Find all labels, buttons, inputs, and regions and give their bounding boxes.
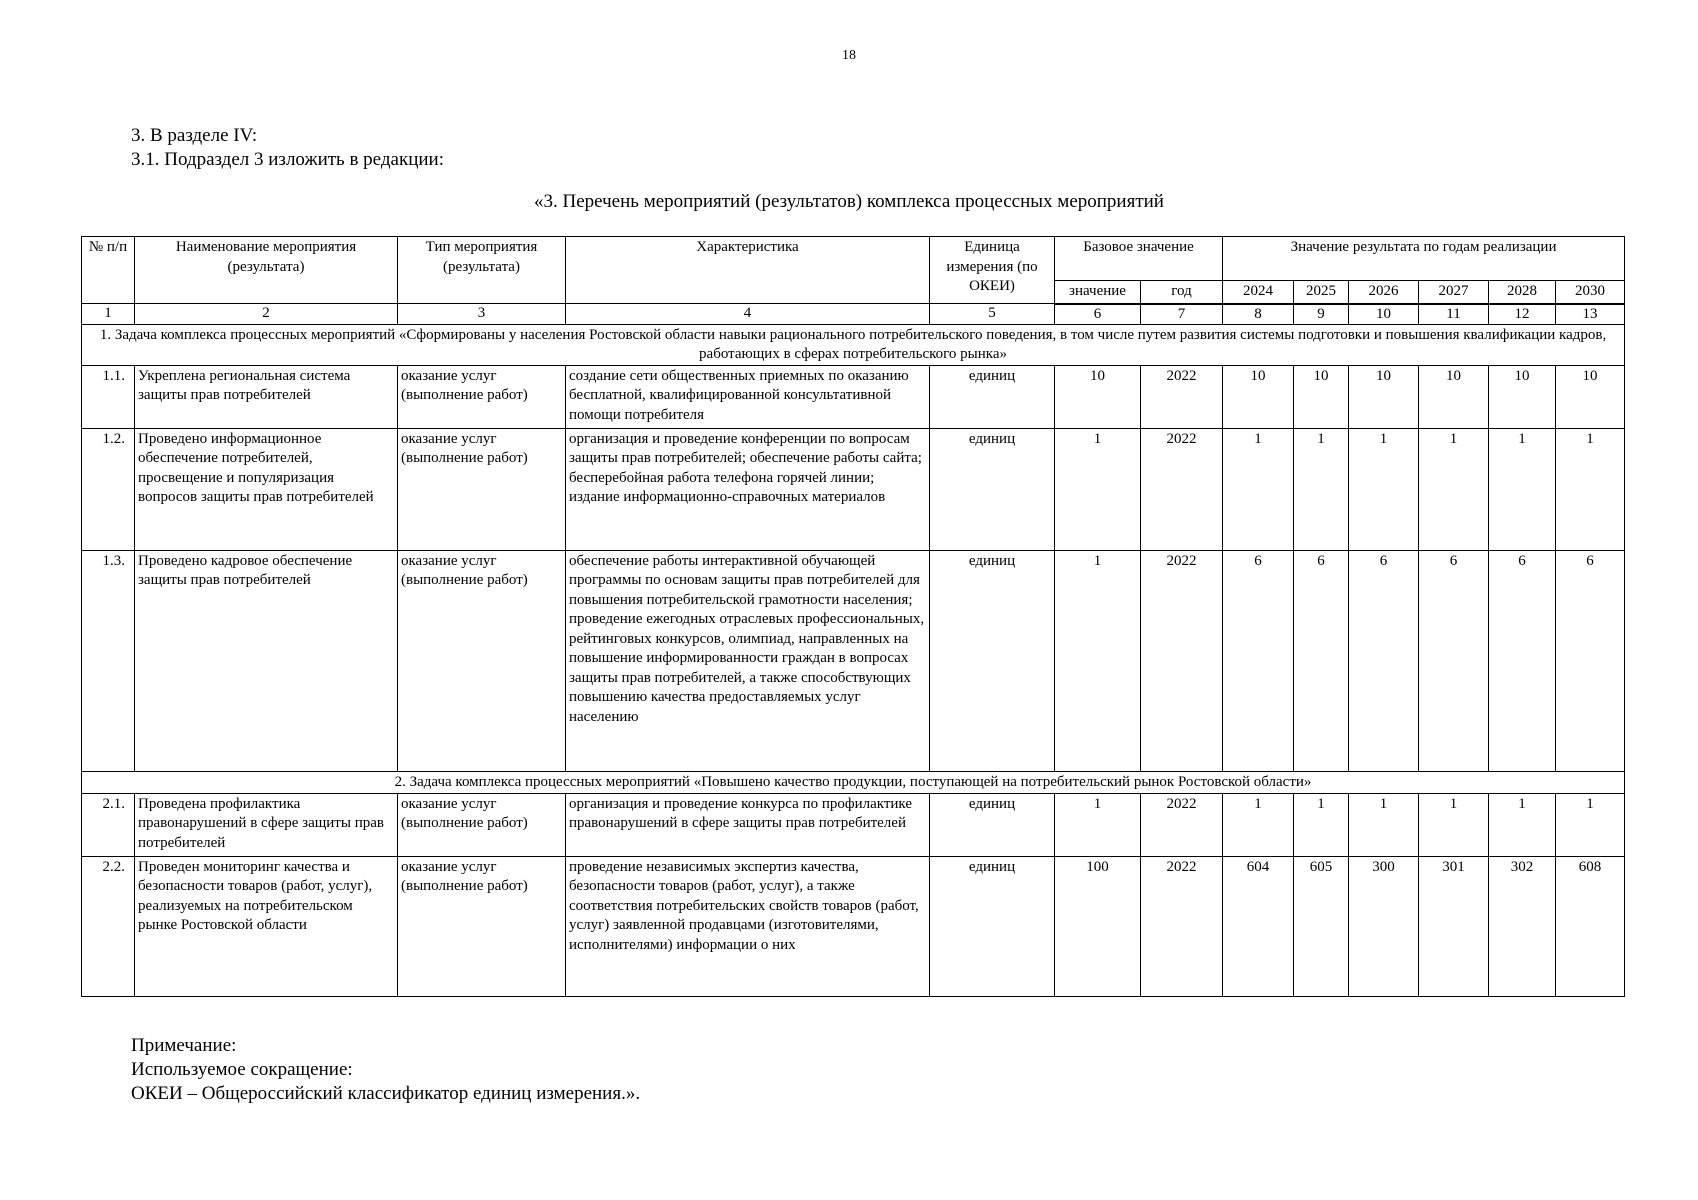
- task-1-heading: 1. Задача комплекса процессных мероприятий «Сформированы у населения Ростовской области навыки рационального потребительского поведения, в том числе путем развития системы подготовки и повышения квалификации кадров, работающих в сферах потребительского рынка»: [82, 324, 1625, 365]
- note: [131, 1034, 640, 1106]
- row-name: Проведено кадровое обеспечение защиты прав потребителей: [135, 550, 398, 771]
- row-value-2026: 1: [1349, 793, 1419, 856]
- column-number: 5: [930, 304, 1055, 325]
- row-base-year: 2022: [1141, 550, 1223, 771]
- header-base: Базовое значение: [1055, 237, 1223, 281]
- page-number: 18: [842, 48, 856, 63]
- header-base-year: год: [1141, 281, 1223, 304]
- row-value-2025: 10: [1294, 365, 1349, 428]
- row-value-2030: 10: [1556, 365, 1625, 428]
- row-value-2027: 1: [1419, 428, 1489, 550]
- row-value-2024: 1: [1223, 793, 1294, 856]
- row-value-2030: 1: [1556, 428, 1625, 550]
- intro-line-2: 3.1. Подраздел 3 изложить в редакции:: [131, 149, 444, 170]
- table-row: [82, 365, 1625, 428]
- row-value-2024: 604: [1223, 856, 1294, 996]
- row-value-2028: 1: [1489, 793, 1556, 856]
- table-row: [82, 550, 1625, 771]
- row-characteristic: создание сети общественных приемных по оказанию бесплатной, квалифицированной консультативной помощи потребителя: [566, 365, 930, 428]
- row-value-2024: 6: [1223, 550, 1294, 771]
- row-number: 1.1.: [82, 365, 135, 428]
- row-value-2026: 10: [1349, 365, 1419, 428]
- row-value-2024: 10: [1223, 365, 1294, 428]
- header-characteristic: Характеристика: [566, 237, 930, 304]
- header-year: 2028: [1489, 281, 1556, 304]
- task-2-heading: 2. Задача комплекса процессных мероприятий «Повышено качество продукции, поступающей на потребительский рынок Ростовской области»: [82, 771, 1625, 793]
- row-characteristic: организация и проведение конференции по вопросам защиты прав потребителей; обеспечение работы сайта; бесперебойная работа телефона горячей линии; издание информационно-справочных материалов: [566, 428, 930, 550]
- row-value-2025: 1: [1294, 793, 1349, 856]
- row-type: оказание услуг (выполнение работ): [398, 793, 566, 856]
- intro: [131, 124, 444, 172]
- column-number: 7: [1141, 304, 1223, 325]
- column-number: 11: [1419, 304, 1489, 325]
- intro-line-1: 3. В разделе IV:: [131, 125, 258, 146]
- column-numbers-row: [82, 304, 1625, 325]
- column-number: 6: [1055, 304, 1141, 325]
- row-value-2027: 301: [1419, 856, 1489, 996]
- row-characteristic: обеспечение работы интерактивной обучающей программы по основам защиты прав потребителей для повышения потребительской грамотности населения; проведение ежегодных отраслевых профессиональных, рейтинговых конкурсов, олимпиад, направленных на повышение информированности граждан в вопросах защиты прав потребителей, а также способствующих повышению качества предоставляемых услуг населению: [566, 550, 930, 771]
- header-num: № п/п: [82, 237, 135, 304]
- row-base-value: 100: [1055, 856, 1141, 996]
- row-value-2027: 1: [1419, 793, 1489, 856]
- row-characteristic: проведение независимых экспертиз качества, безопасности товаров (работ, услуг), а также соответствия потребительских свойств товаров (работ, услуг) заявленной продавцами (изготовителями, исполнителями) информации о них: [566, 856, 930, 996]
- header-year: 2024: [1223, 281, 1294, 304]
- row-base-value: 1: [1055, 793, 1141, 856]
- row-value-2027: 6: [1419, 550, 1489, 771]
- measures-table: [81, 236, 1625, 997]
- row-number: 2.1.: [82, 793, 135, 856]
- column-number: 1: [82, 304, 135, 325]
- header-unit: Единица измерения (по ОКЕИ): [930, 237, 1055, 304]
- row-base-value: 1: [1055, 550, 1141, 771]
- table-row: [82, 793, 1625, 856]
- row-number: 1.2.: [82, 428, 135, 550]
- table-row: [82, 428, 1625, 550]
- table-row: [82, 856, 1625, 996]
- row-type: оказание услуг (выполнение работ): [398, 365, 566, 428]
- row-value-2028: 1: [1489, 428, 1556, 550]
- column-number: 12: [1489, 304, 1556, 325]
- header-year: 2030: [1556, 281, 1625, 304]
- row-base-year: 2022: [1141, 856, 1223, 996]
- row-value-2025: 1: [1294, 428, 1349, 550]
- header-year: 2027: [1419, 281, 1489, 304]
- row-base-year: 2022: [1141, 793, 1223, 856]
- header-year: 2026: [1349, 281, 1419, 304]
- column-number: 8: [1223, 304, 1294, 325]
- row-unit: единиц: [930, 793, 1055, 856]
- row-name: Проведено информационное обеспечение потребителей, просвещение и популяризация вопросов защиты прав потребителей: [135, 428, 398, 550]
- row-unit: единиц: [930, 428, 1055, 550]
- row-value-2024: 1: [1223, 428, 1294, 550]
- row-base-year: 2022: [1141, 428, 1223, 550]
- note-line-2: Используемое сокращение:: [131, 1059, 353, 1080]
- row-value-2026: 300: [1349, 856, 1419, 996]
- note-line-1: Примечание:: [131, 1035, 237, 1056]
- row-type: оказание услуг (выполнение работ): [398, 550, 566, 771]
- row-value-2028: 10: [1489, 365, 1556, 428]
- header-type: Тип мероприятия (результата): [398, 237, 566, 304]
- column-number: 4: [566, 304, 930, 325]
- header-year: 2025: [1294, 281, 1349, 304]
- header-base-value: значение: [1055, 281, 1141, 304]
- row-unit: единиц: [930, 856, 1055, 996]
- row-name: Проведен мониторинг качества и безопасности товаров (работ, услуг), реализуемых на потребительском рынке Ростовской области: [135, 856, 398, 996]
- row-type: оказание услуг (выполнение работ): [398, 428, 566, 550]
- column-number: 2: [135, 304, 398, 325]
- row-name: Проведена профилактика правонарушений в сфере защиты прав потребителей: [135, 793, 398, 856]
- column-number: 9: [1294, 304, 1349, 325]
- row-value-2030: 608: [1556, 856, 1625, 996]
- note-line-3: ОКЕИ – Общероссийский классификатор единиц измерения.».: [131, 1083, 641, 1104]
- row-value-2026: 6: [1349, 550, 1419, 771]
- row-value-2025: 605: [1294, 856, 1349, 996]
- table-title: «3. Перечень мероприятий (результатов) комплекса процессных мероприятий: [534, 191, 1164, 212]
- column-number: 10: [1349, 304, 1419, 325]
- row-unit: единиц: [930, 365, 1055, 428]
- row-value-2028: 6: [1489, 550, 1556, 771]
- row-value-2026: 1: [1349, 428, 1419, 550]
- row-base-year: 2022: [1141, 365, 1223, 428]
- column-number: 3: [398, 304, 566, 325]
- row-value-2030: 6: [1556, 550, 1625, 771]
- row-characteristic: организация и проведение конкурса по профилактике правонарушений в сфере защиты прав потребителей: [566, 793, 930, 856]
- header-result: Значение результата по годам реализации: [1223, 237, 1625, 281]
- row-type: оказание услуг (выполнение работ): [398, 856, 566, 996]
- header-name: Наименование мероприятия (результата): [135, 237, 398, 304]
- row-name: Укреплена региональная система защиты прав потребителей: [135, 365, 398, 428]
- row-base-value: 10: [1055, 365, 1141, 428]
- task-row: [82, 324, 1625, 365]
- column-number: 13: [1556, 304, 1625, 325]
- row-value-2028: 302: [1489, 856, 1556, 996]
- row-value-2027: 10: [1419, 365, 1489, 428]
- row-number: 1.3.: [82, 550, 135, 771]
- row-number: 2.2.: [82, 856, 135, 996]
- row-value-2025: 6: [1294, 550, 1349, 771]
- row-value-2030: 1: [1556, 793, 1625, 856]
- task-row: [82, 771, 1625, 793]
- row-unit: единиц: [930, 550, 1055, 771]
- row-base-value: 1: [1055, 428, 1141, 550]
